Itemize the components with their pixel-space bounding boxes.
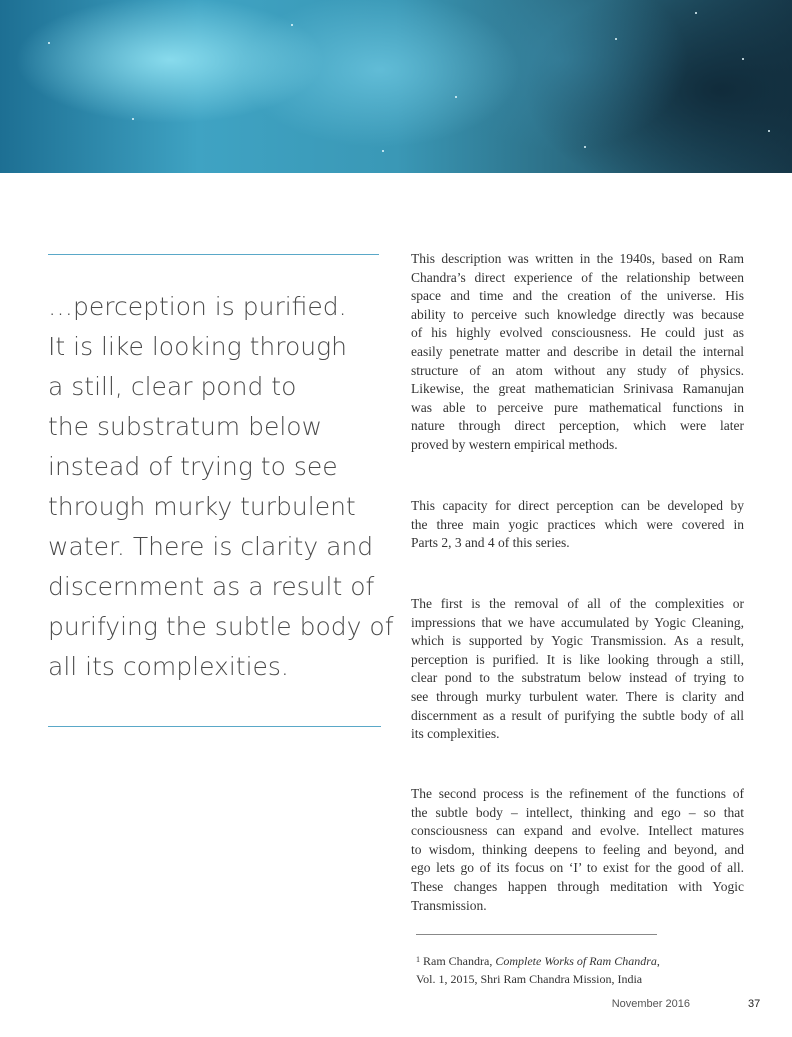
pull-quote-line: water. There is clarity and bbox=[48, 532, 374, 561]
text-line: ability to perceive such knowledge directly was because bbox=[411, 306, 744, 322]
text-line: of his highly evolved consciousness. He could just as bbox=[411, 325, 744, 341]
paragraph-4 bbox=[411, 785, 744, 915]
star bbox=[742, 58, 744, 60]
text-line: the three main yogic practices which were covered in bbox=[411, 516, 744, 532]
footnote-work-title: Complete Works of Ram Chandra bbox=[495, 954, 657, 968]
header-banner-image bbox=[0, 0, 792, 173]
text-line: This capacity for direct perception can be developed by bbox=[411, 498, 744, 513]
footnote bbox=[416, 952, 746, 988]
pullquote-bottom-rule bbox=[48, 726, 381, 727]
pull-quote-line: all its complexities. bbox=[48, 652, 289, 681]
text-line: consciousness can expand and evolve. Intellect matures bbox=[411, 823, 744, 839]
pullquote-top-rule bbox=[48, 254, 379, 255]
text-line: perception is purified. It is like looking through a still, bbox=[411, 651, 744, 667]
star bbox=[382, 150, 384, 152]
footnote-line-1 bbox=[416, 952, 746, 970]
pull-quote bbox=[48, 287, 394, 687]
text-line: discernment as a result of purifying the subtle body of all bbox=[411, 707, 744, 723]
paragraph-3 bbox=[411, 595, 744, 744]
text-line: to wisdom, thinking deepens to feeling and beyond, and bbox=[411, 841, 744, 857]
text-line: easily penetrate matter and describe in detail the internal bbox=[411, 343, 744, 359]
text-line: ego lets go of its focus on ‘I’ to exist for the good of all. bbox=[411, 860, 744, 876]
pull-quote-line: the substratum below bbox=[48, 412, 323, 441]
text-line: The second process is the refinement of the functions of bbox=[411, 786, 744, 801]
text-line: clear pond to the substratum below instead of trying to bbox=[411, 670, 744, 686]
star bbox=[132, 118, 134, 120]
pull-quote-line: through murky turbulent bbox=[48, 492, 356, 521]
pull-quote-line: It is like looking through bbox=[48, 332, 347, 361]
text-line: Parts 2, 3 and 4 of this series. bbox=[411, 535, 570, 551]
text-line: which is supported by Yogic Transmission. As a result, bbox=[411, 633, 744, 649]
pull-quote-line: a still, clear pond to bbox=[48, 372, 297, 401]
text-line: Chandra’s direct experience of the relationship between bbox=[411, 269, 744, 285]
pull-quote-line: instead of trying to see bbox=[48, 452, 338, 481]
text-line: These changes happen through meditation with Yogic bbox=[411, 878, 744, 894]
pull-quote-line: …perception is purified. bbox=[48, 292, 347, 321]
star bbox=[615, 38, 617, 40]
footnote-marker: 1 bbox=[416, 955, 420, 964]
text-line: was able to perceive pure mathematical functions in bbox=[411, 399, 744, 415]
footnote-author: Ram Chandra, bbox=[423, 954, 496, 968]
footnote-line-2: Vol. 1, 2015, Shri Ram Chandra Mission, India bbox=[416, 972, 643, 986]
text-line: This description was written in the 1940s, based on Ram bbox=[411, 251, 744, 266]
text-line: The first is the removal of all of the complexities or bbox=[411, 596, 744, 611]
star bbox=[455, 96, 457, 98]
pull-quote-line: purifying the subtle body of bbox=[48, 612, 394, 641]
text-line: impressions that we have accumulated by Yogic Cleaning, bbox=[411, 614, 744, 630]
text-line: its complexities. bbox=[411, 726, 500, 742]
text-line: Transmission. bbox=[411, 897, 487, 913]
text-line: proved by western empirical methods. bbox=[411, 436, 618, 452]
star bbox=[48, 42, 50, 44]
star bbox=[768, 130, 770, 132]
star bbox=[584, 146, 586, 148]
page-number: 37 bbox=[748, 998, 761, 1010]
paragraph-2 bbox=[411, 497, 744, 553]
footnote-divider bbox=[416, 934, 657, 935]
text-line: the subtle body – intellect, thinking and ego – so that bbox=[411, 804, 744, 820]
text-line: nature through direct perception, which were later bbox=[411, 418, 744, 434]
text-line: space and time and the creation of the universe. His bbox=[411, 288, 744, 304]
paragraph-1 bbox=[411, 250, 744, 455]
star bbox=[695, 12, 697, 14]
text-line: see through murky turbulent water. There is clarity and bbox=[411, 688, 744, 704]
pull-quote-line: discernment as a result of bbox=[48, 572, 375, 601]
footnote-punctuation: , bbox=[656, 954, 660, 968]
text-line: Likewise, the great mathematician Srinivasa Ramanujan bbox=[411, 381, 744, 397]
footer-date: November 2016 bbox=[611, 998, 690, 1010]
star bbox=[291, 24, 293, 26]
text-line: structure of an atom without any study of physics. bbox=[411, 362, 744, 378]
